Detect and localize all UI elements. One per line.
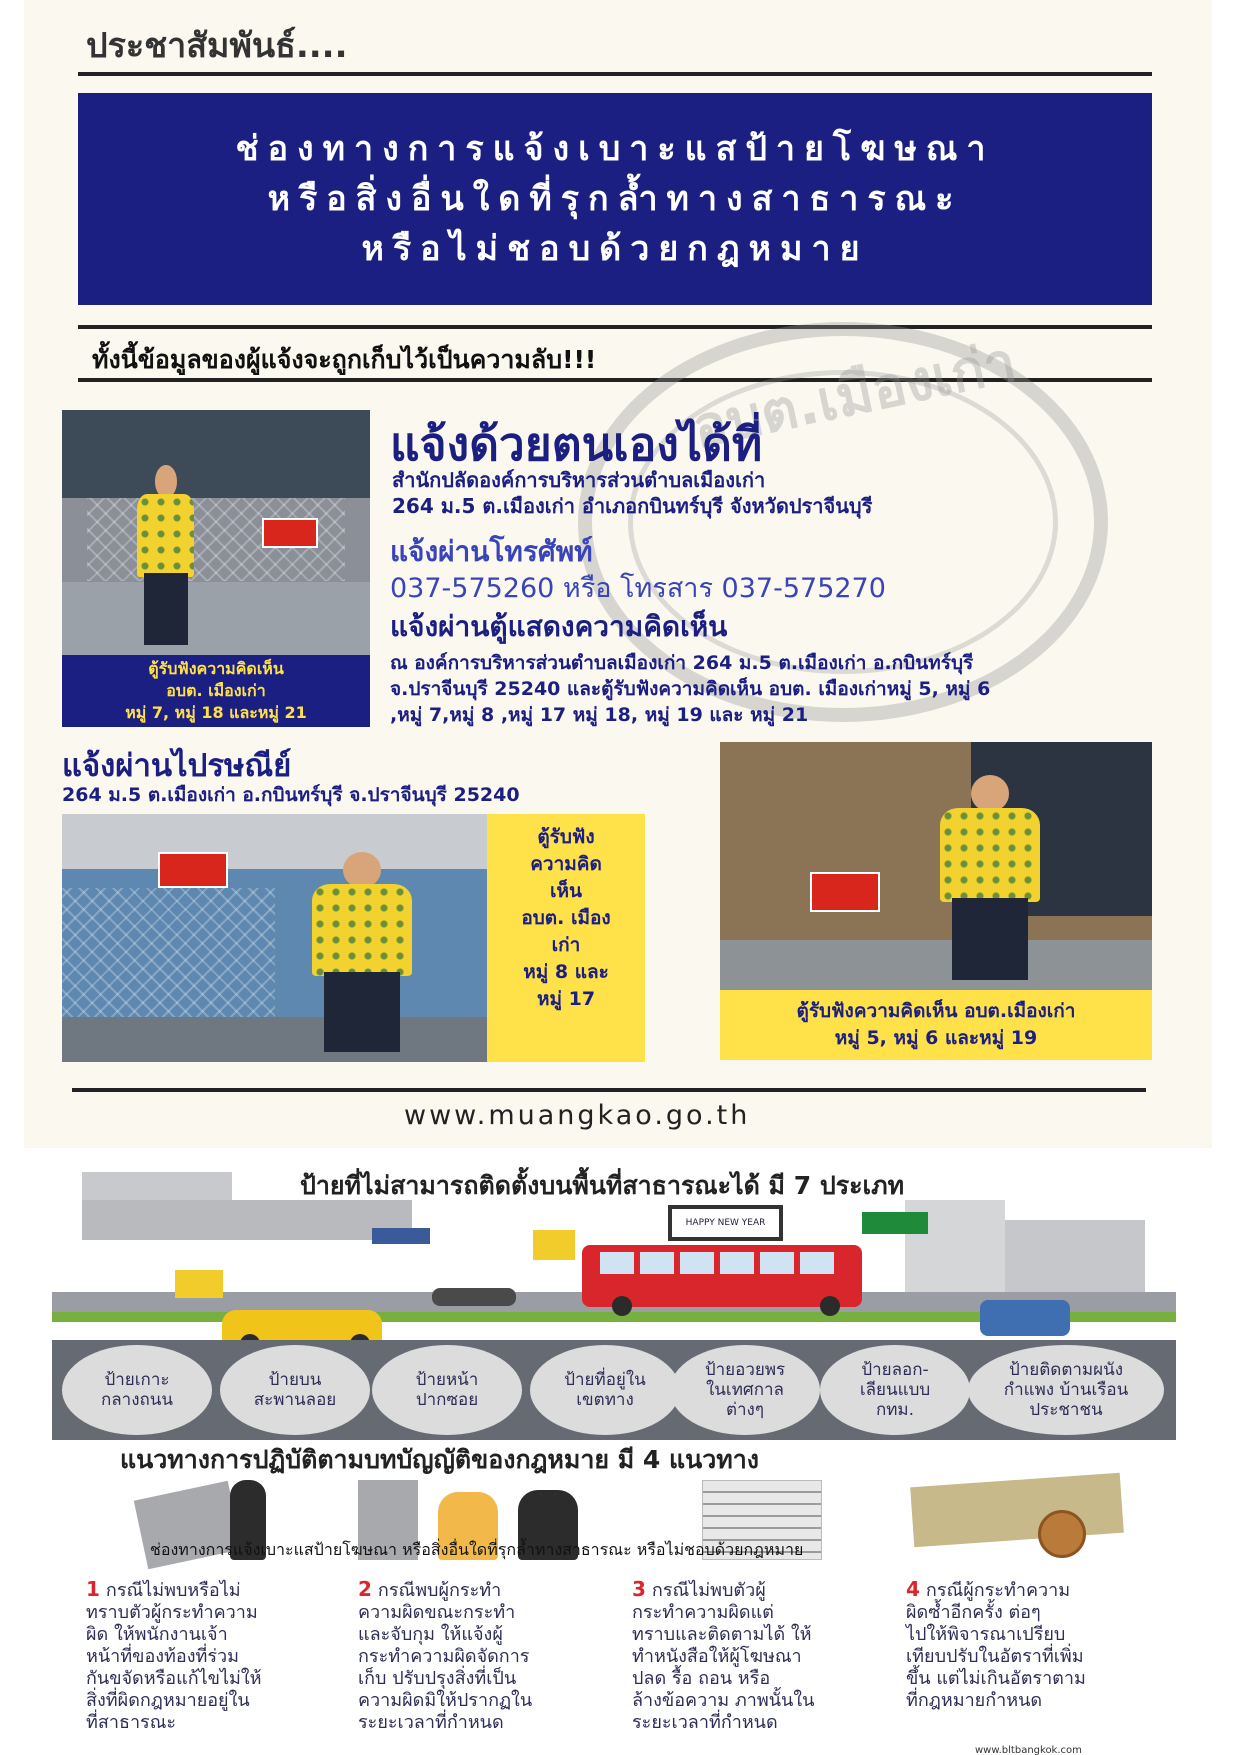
comment-box-line-3: ,หมู่ 7,หมู่ 8 ,หมู่ 17 หมู่ 18, หมู่ 19 และ หมู่ 21 <box>390 704 809 726</box>
sign-type-label: ป้ายอวยพร <box>704 1360 786 1380</box>
photo-fence <box>62 888 275 1024</box>
seal-text: อบต.เมืองเก่า <box>687 329 1022 462</box>
sign-type-label: ป้ายหน้า <box>415 1370 479 1390</box>
red-comment-box <box>262 518 318 548</box>
sign-type-overpass <box>220 1345 370 1435</box>
guideline-number: 2 <box>358 1577 372 1601</box>
banner-line-3: หรือไม่ชอบด้วยกฎหมาย <box>361 229 869 269</box>
photo1-caption-line: ตู้รับฟังความคิดเห็น <box>148 659 284 678</box>
guideline-4 <box>906 1578 1146 1712</box>
infographic-title: ป้ายที่ไม่สามารถติดตั้งบนพื้นที่สาธารณะได้ มี 7 ประเภท <box>300 1171 905 1200</box>
guideline-text: ไปให้พิจารณาเปรียบ <box>906 1624 1066 1645</box>
banknote-shape <box>910 1473 1124 1548</box>
photo-ground <box>62 1017 487 1062</box>
sign-type-wall <box>968 1345 1164 1435</box>
blue-sign <box>372 1228 430 1244</box>
sign-type-right-of-way <box>530 1345 680 1435</box>
website-rule <box>72 1088 1146 1092</box>
sign-type-label: กำแพง บ้านเรือน <box>1003 1380 1129 1400</box>
guideline-text: กรณีไม่พบหรือไม่ <box>105 1580 241 1601</box>
sign-type-label: ป้ายที่อยู่ใน <box>564 1370 646 1390</box>
sign-type-label: กลางถนน <box>100 1390 174 1410</box>
guideline-text: กันขจัดหรือแก้ไขไม่ให้ <box>86 1668 262 1689</box>
guideline-1 <box>86 1578 326 1734</box>
staff-person <box>302 852 422 1052</box>
guideline-text: กระทำความผิดแต่ <box>632 1602 774 1623</box>
comment-box-line-1: ณ องค์การบริหารส่วนตำบลเมืองเก่า 264 ม.5 ต.เมืองเก่า อ.กบินทร์บุรี <box>390 652 974 674</box>
building <box>1005 1220 1145 1295</box>
person-shirt <box>940 808 1041 902</box>
sign-type-label: กทม. <box>875 1400 915 1420</box>
top-rule <box>78 72 1152 76</box>
sign-type-label: เขตทาง <box>576 1390 634 1410</box>
photo2-caption-line: เก่า <box>551 934 581 956</box>
photo2-caption-line: เห็น <box>549 880 582 902</box>
mail-address: 264 ม.5 ต.เมืองเก่า อ.กบินทร์บุรี จ.ปราจีนบุรี 25240 <box>62 784 520 806</box>
guideline-text: กรณีไม่พบตัวผู้ <box>651 1580 766 1601</box>
sign-type-label: ในเทศกาล <box>705 1380 784 1400</box>
photo3-caption-line: ตู้รับฟังความคิดเห็น อบต.เมืองเก่า <box>796 1000 1076 1022</box>
person-head <box>971 775 1009 812</box>
headline-banner <box>78 93 1152 305</box>
sign-type-imitation <box>820 1345 970 1435</box>
bus-window <box>760 1252 794 1274</box>
coin-shape <box>1038 1510 1086 1558</box>
person-pants <box>144 573 187 645</box>
guideline-text: และจับกุม ให้แจ้งผู้ <box>358 1624 503 1645</box>
guideline-3 <box>632 1578 872 1734</box>
guideline-number: 3 <box>632 1577 646 1601</box>
guideline-text: ทำหนังสือให้ผู้โฆษณา <box>632 1646 802 1667</box>
photo-roof <box>62 814 487 869</box>
yellow-sign <box>175 1270 223 1298</box>
guideline-text: กรณีพบผู้กระทำ <box>377 1580 502 1601</box>
guideline-text: ที่กฎหมายกำหนด <box>906 1690 1043 1711</box>
sign-type-label: เลียนแบบ <box>859 1380 931 1400</box>
person-head <box>155 465 177 497</box>
overpass-deck <box>82 1200 412 1240</box>
sign-type-alley <box>372 1345 522 1435</box>
guideline-text: ผิด ให้พนักงานเจ้า <box>86 1624 228 1645</box>
photo2-caption-line: หมู่ 17 <box>536 988 596 1010</box>
photo3-caption-line: หมู่ 5, หมู่ 6 และหมู่ 19 <box>834 1027 1038 1049</box>
sign-type-label: ป้ายติดตามผนัง <box>1008 1360 1124 1380</box>
office-name: สำนักปลัดองค์การบริหารส่วนตำบลเมืองเก่า <box>392 468 766 492</box>
comment-box-line-2: จ.ปราจีนบุรี 25240 และตู้รับฟังความคิดเห็น อบต. เมืองเก่าหมู่ 5, หมู่ 6 <box>390 678 991 700</box>
bus-wheel <box>820 1296 840 1316</box>
sign-type-label: ประชาชน <box>1029 1400 1103 1420</box>
person-pants <box>952 898 1029 980</box>
person-shirt <box>312 884 413 976</box>
bus-window <box>800 1252 834 1274</box>
guideline-text: ทราบตัวผู้กระทำความ <box>86 1602 258 1623</box>
guidelines-title: แนวทางการปฏิบัติตามบทบัญญัติของกฎหมาย มี 4 แนวทาง <box>120 1445 759 1474</box>
office-address: 264 ม.5 ต.เมืองเก่า อำเภอกบินทร์บุรี จังหวัดปราจีนบุรี <box>392 494 873 518</box>
mail-heading: แจ้งผ่านไปรษณีย์ <box>62 748 292 784</box>
pr-title: ประชาสัมพันธ์.... <box>86 26 348 66</box>
guideline-text: กรณีผู้กระทำความ <box>925 1580 1071 1601</box>
overpass <box>82 1172 232 1202</box>
photo1-caption-line: หมู่ 7, หมู่ 18 และหมู่ 21 <box>125 703 307 722</box>
sign-type-label: ปากซอย <box>415 1390 479 1410</box>
guideline-2 <box>358 1578 598 1734</box>
photo2-caption <box>487 814 645 1062</box>
photo-comment-box-3 <box>720 742 1152 990</box>
sign-type-label: ต่างๆ <box>725 1400 764 1420</box>
guideline-number: 1 <box>86 1577 100 1601</box>
banner-line-2: หรือสิ่งอื่นใดที่รุกล้ำทางสาธารณะ <box>267 179 963 219</box>
photo2-caption-line: ตู้รับฟัง <box>537 826 595 848</box>
guideline-text: สิ่งที่ผิดกฎหมายอยู่ใน <box>86 1690 250 1711</box>
guideline-text: เก็บ ปรับปรุงสิ่งที่เป็น <box>358 1668 517 1689</box>
guideline-text: ความผิดขณะกระทำ <box>358 1602 516 1623</box>
motorbike <box>432 1288 516 1306</box>
bus-wheel <box>612 1296 632 1316</box>
sign-type-label: สะพานลอย <box>253 1390 337 1410</box>
guideline-text: ปลด รื้อ ถอน หรือ <box>632 1668 771 1689</box>
staff-person <box>132 465 200 645</box>
bus-window <box>640 1252 674 1274</box>
sign-type-label: ป้ายเกาะ <box>104 1370 170 1390</box>
bus-window <box>720 1252 754 1274</box>
person-pants <box>324 972 401 1052</box>
photo-background <box>62 410 370 498</box>
phone-heading: แจ้งผ่านโทรศัพท์ <box>390 535 593 568</box>
bus-window <box>680 1252 714 1274</box>
photo2-caption-line: อบต. เมือง <box>521 907 611 929</box>
money-fine-icon <box>912 1480 1122 1560</box>
yellow-flag <box>533 1230 575 1260</box>
guideline-text: ทราบและติดตามได้ ให้ <box>632 1624 812 1645</box>
confidential-notice: ทั้งนี้ข้อมูลของผู้แจ้งจะถูกเก็บไว้เป็นความลับ!!! <box>92 345 597 374</box>
billboard-text: HAPPY NEW YEAR <box>685 1218 766 1228</box>
photo-comment-box-1 <box>62 410 370 655</box>
guideline-text: เทียบปรับในอัตราที่เพิ่ม <box>906 1646 1084 1667</box>
photo1-caption <box>62 655 370 727</box>
red-comment-box <box>158 852 228 888</box>
photo1-caption-line: อบต. เมืองเก่า <box>166 681 266 700</box>
photo-comment-box-2 <box>62 814 487 1062</box>
guideline-text: ล้างข้อความ ภาพนั้นใน <box>632 1690 815 1711</box>
photo2-caption-line: ความคิด <box>530 853 602 875</box>
photo2-caption-line: หมู่ 8 และ <box>523 961 609 983</box>
sign-type-median <box>62 1345 212 1435</box>
billboard <box>668 1205 783 1241</box>
green-sign <box>862 1212 928 1234</box>
photo3-caption <box>720 990 1152 1060</box>
guideline-number: 4 <box>906 1577 920 1601</box>
staff-person <box>930 775 1050 980</box>
guideline-text: หน้าที่ของท้องที่ร่วม <box>86 1646 240 1667</box>
guideline-text: ระยะเวลาที่กำหนด <box>358 1712 504 1733</box>
sign-type-festival <box>670 1345 820 1435</box>
guideline-text: ความผิดมิให้ปรากฏใน <box>358 1690 533 1711</box>
banner-line-1: ช่องทางการแจ้งเบาะแสป้ายโฆษณา <box>235 129 995 169</box>
comment-box-heading: แจ้งผ่านตู้แสดงความคิดเห็น <box>390 610 728 643</box>
person-head <box>343 852 381 888</box>
sign-type-label: ป้ายลอก- <box>861 1360 929 1380</box>
guideline-text: ที่สาธารณะ <box>86 1712 177 1733</box>
guideline-text: ขึ้น แต่ไม่เกินอัตราตาม <box>906 1668 1086 1689</box>
guideline-text: ผิดซ้ำอีกครั้ง ต่อๆ <box>906 1602 1041 1623</box>
sign-type-label: ป้ายบน <box>268 1370 322 1390</box>
red-comment-box <box>810 872 880 912</box>
bus-window <box>600 1252 634 1274</box>
phone-numbers: 037-575260 หรือ โทรสาร 037-575270 <box>390 573 886 604</box>
tuk-tuk <box>980 1300 1070 1336</box>
guideline-text: กระทำความผิดจัดการ <box>358 1646 530 1667</box>
in-person-heading: แจ้งด้วยตนเองได้ที่ <box>390 417 763 471</box>
guideline-text: ระยะเวลาที่กำหนด <box>632 1712 778 1733</box>
photo-ground <box>62 582 370 656</box>
person-shirt <box>137 494 194 577</box>
source-footer: www.bltbangkok.com <box>975 1745 1082 1755</box>
website-url: www.muangkao.go.th <box>404 1100 751 1131</box>
image-caption: ช่องทางการแจ้งเบาะแสป้ายโฆษณา หรือสิ่งอื่นใดที่รุกล้ำทางสาธารณะ หรือไม่ชอบด้วยกฎหมาย <box>150 1540 804 1559</box>
